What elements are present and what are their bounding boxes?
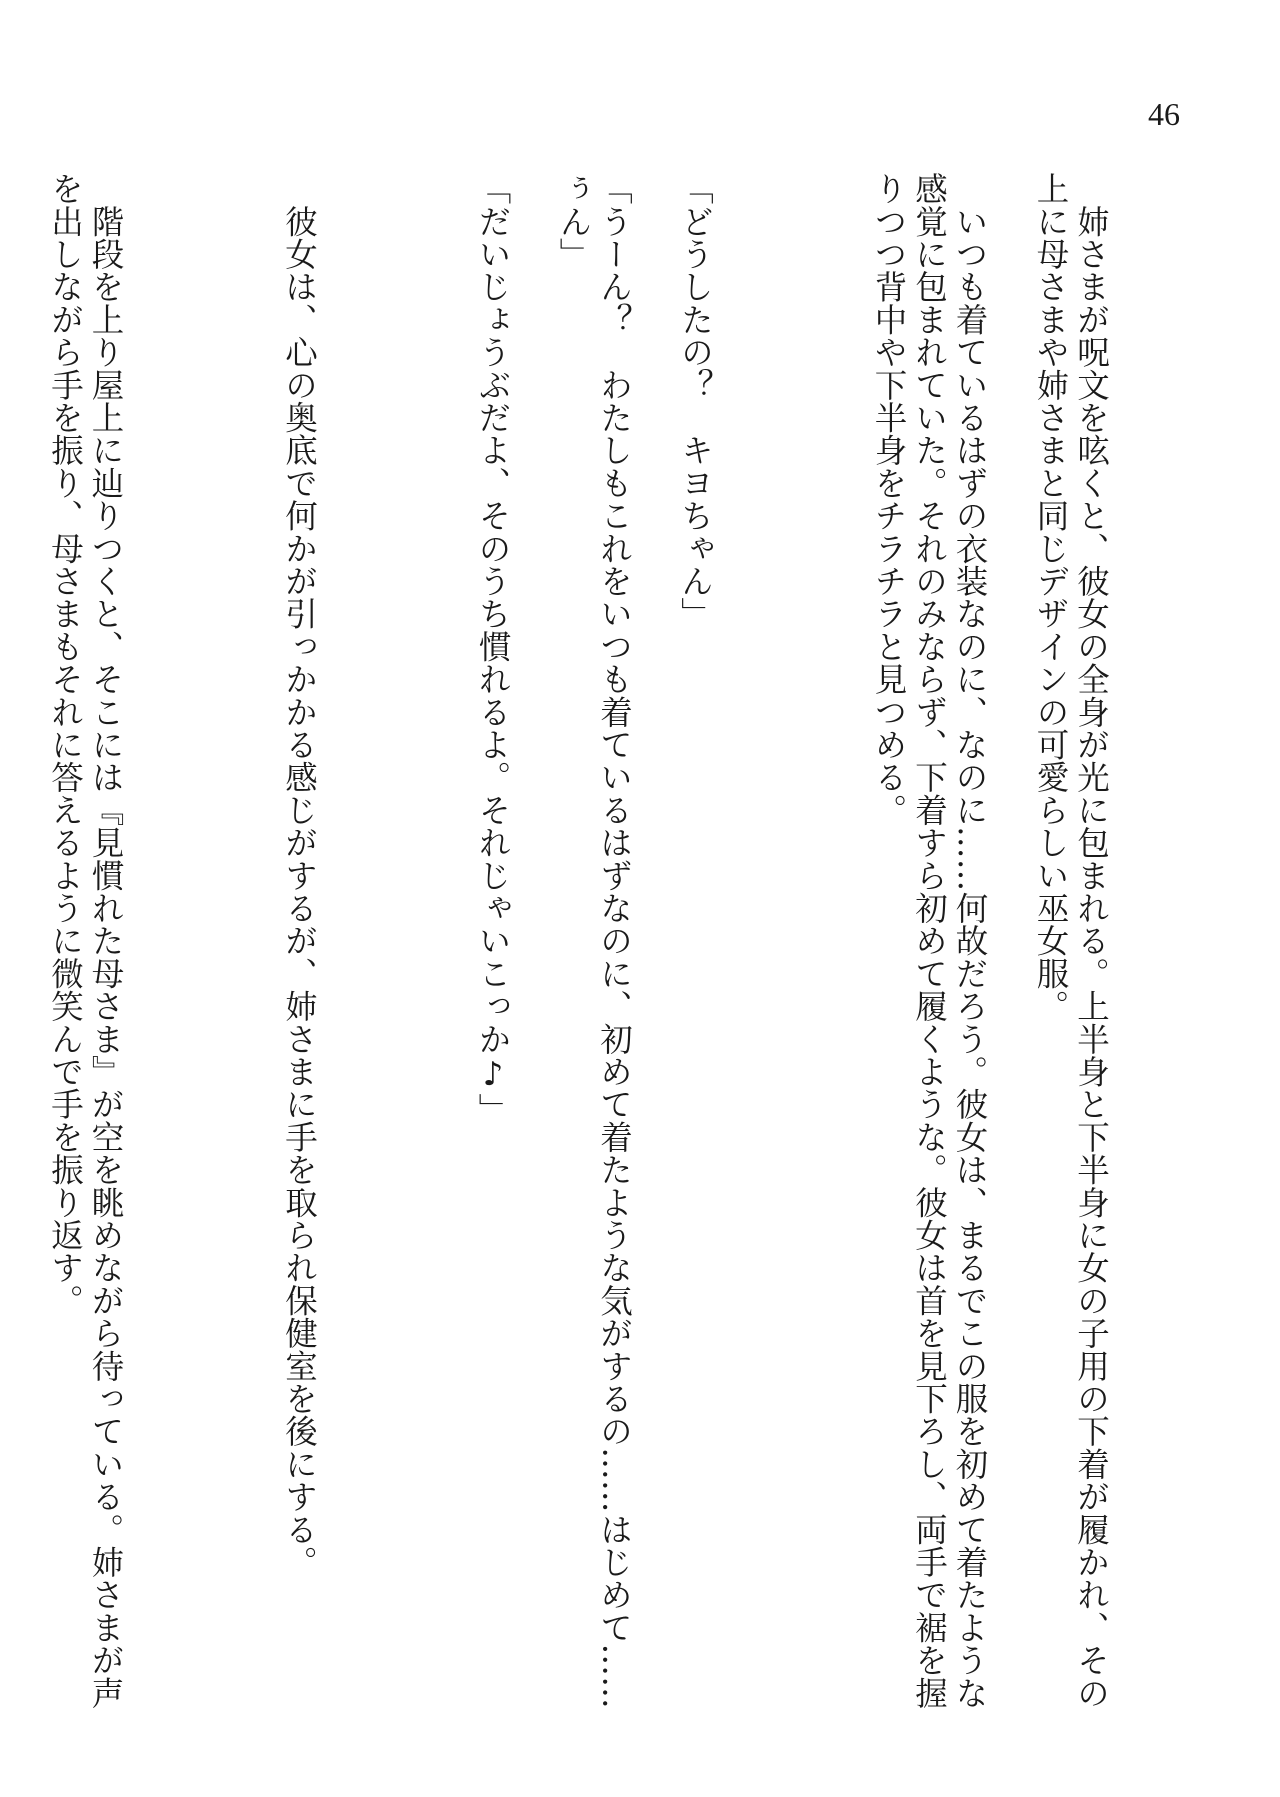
page-number: 46 (1148, 96, 1180, 132)
blank-line (360, 172, 432, 1732)
paragraph-narration-3: 彼女は、心の奥底で何かが引っかかる感じがするが、姉さまに手を取られ保健室を後にする。 (280, 172, 319, 1579)
dialogue-line-1: 「どうしたの？ キヨちゃん」 (676, 172, 715, 630)
blank-line (756, 172, 828, 1732)
paragraph-narration-1: 姉さまが呪文を呟くと、彼女の全身が光に包まれる。上半身と下半身に女の子用の下着が履かれ、その上に母さまや姉さまと同じデザインの可愛らしい巫女服。 (1032, 172, 1111, 1709)
vertical-text-body (46, 172, 1152, 1732)
blank-line (167, 172, 239, 1732)
dialogue-line-3: 「だいじょうぶだよ、そのうち慣れるよ。それじゃいこっか♪」 (474, 172, 512, 1126)
blank-line (0, 172, 5, 1732)
paragraph-narration-2: いつも着ているはずの衣装なのに、なのに……何故だろう。彼女は、まるでこの服を初めて着たような感覚に包まれていた。それのみならず、下着すら初めて履くような。彼女は首を見下ろし、両手で裾を握りつつ背中や下半身をチラチラと見つめる。 (870, 172, 989, 1709)
paragraph-narration-4: 階段を上り屋上に辿りつくと、そこには『見慣れた母さま』が空を眺めながら待っている。姉さまが声を出しながら手を振り、母さまもそれに答えるように微笑んで手を振り返す。 (46, 172, 125, 1709)
dialogue-line-2: 「うーん？ わたしもこれをいつも着ているはずなのに、初めて着たような気がするの……はじめて……ぅん」 (555, 172, 634, 1709)
